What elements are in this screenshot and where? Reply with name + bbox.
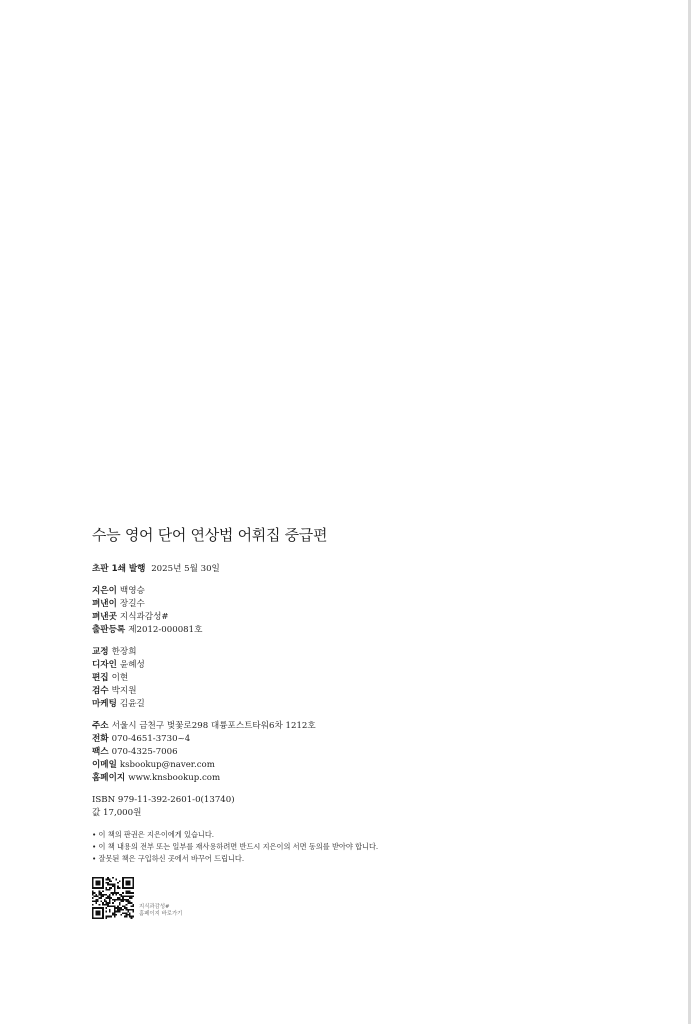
fax-label: 팩스 [92, 747, 109, 757]
design-label: 디자인 [92, 660, 117, 670]
email-value: ksbookup@naver.com [119, 760, 215, 770]
imprint-value: 지식과감성# [119, 612, 169, 622]
imprint-row [92, 611, 652, 624]
fax-value: 070-4325-7006 [111, 747, 178, 757]
isbn: ISBN 979-11-392-2601-0(13740) [92, 795, 235, 805]
author-row [92, 585, 652, 598]
book-title: 수능 영어 단어 연상법 어휘집 중급편 [92, 526, 328, 544]
proofreading-value: 한장희 [111, 647, 137, 657]
phone-label: 전화 [92, 734, 109, 744]
editing-value: 이현 [111, 673, 129, 683]
author-value: 백영승 [119, 586, 145, 596]
design-value: 윤혜성 [119, 660, 145, 670]
phone-value: 070-4651-3730~4 [111, 734, 191, 744]
qr-block [92, 877, 652, 919]
author-label: 지은이 [92, 586, 117, 596]
qr-caption-brand: 지식과감성# [139, 904, 170, 910]
marketing-value: 김윤길 [119, 699, 145, 709]
edition-label: 초판 1쇄 발행 [92, 564, 146, 574]
publisher-value: 장길수 [119, 599, 145, 609]
phone-row [92, 733, 652, 746]
address-row [92, 720, 652, 733]
publisher-row [92, 598, 652, 611]
isbn-price [92, 794, 652, 820]
address-label: 주소 [92, 721, 109, 731]
edition-row [92, 563, 652, 576]
review-value: 박지원 [111, 686, 137, 696]
contact-info [92, 720, 652, 785]
marketing-label: 마케팅 [92, 699, 117, 709]
qr-caption [139, 904, 182, 918]
editing-row [92, 672, 652, 685]
proofreading-row [92, 646, 652, 659]
staff-info [92, 646, 652, 711]
qr-caption-link: 홈페이지 바로가기 [139, 911, 183, 917]
email-row [92, 759, 652, 772]
homepage-value: www.knsbookup.com [128, 773, 221, 783]
homepage-row [92, 772, 652, 785]
note-reuse: • 이 책 내용의 전부 또는 일부를 재사용하려면 반드시 지은이의 서면 동의를 받아야 합니다. [92, 842, 379, 851]
registration-label: 출판등록 [92, 625, 126, 635]
editing-label: 편집 [92, 673, 109, 683]
qr-code[interactable] [92, 877, 134, 919]
note-exchange: • 잘못된 책은 구입하신 곳에서 바꾸어 드립니다. [92, 854, 245, 863]
email-label: 이메일 [92, 760, 117, 770]
edition-info [92, 563, 652, 576]
price: 값 17,000원 [92, 808, 142, 818]
proofreading-label: 교정 [92, 647, 109, 657]
review-row [92, 685, 652, 698]
homepage-label: 홈페이지 [92, 773, 126, 783]
design-row [92, 659, 652, 672]
publishing-info [92, 585, 652, 637]
review-label: 검수 [92, 686, 109, 696]
fax-row [92, 746, 652, 759]
note-copyright: • 이 책의 판권은 지은이에게 있습니다. [92, 830, 215, 839]
publisher-label: 펴낸이 [92, 599, 117, 609]
address-value: 서울시 금천구 벚꽃로298 대륭포스트타워6차 1212호 [111, 721, 316, 731]
colophon [92, 524, 652, 919]
imprint-label: 펴낸곳 [92, 612, 117, 622]
marketing-row [92, 698, 652, 711]
copyright-notes [92, 829, 652, 865]
registration-row [92, 624, 652, 637]
registration-value: 제2012-000081호 [128, 625, 203, 635]
edition-value: 2025년 5월 30일 [151, 564, 220, 574]
